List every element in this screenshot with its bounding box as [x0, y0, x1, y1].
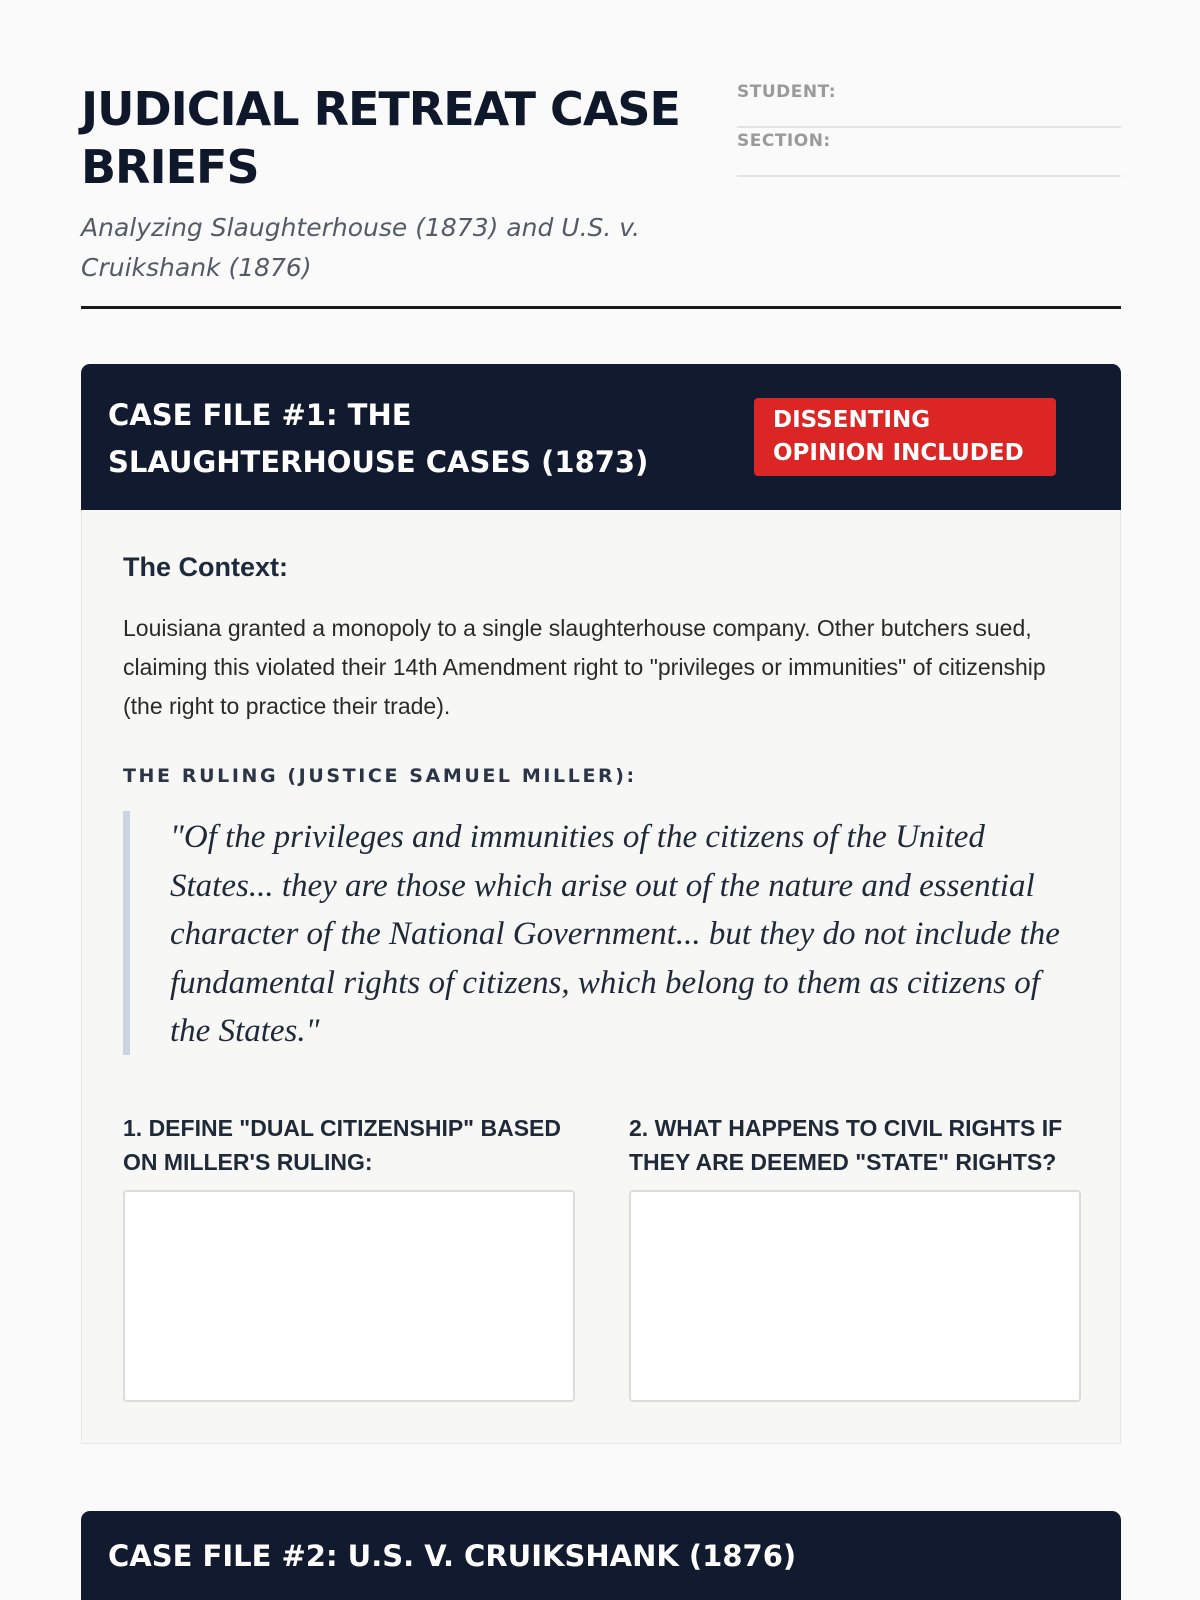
case-file-2-title: CASE FILE #2: U.S. V. CRUIKSHANK (1876) [108, 1539, 797, 1573]
section-field[interactable] [737, 129, 1121, 177]
dissenting-opinion-badge: DISSENTING OPINION INCLUDED [754, 398, 1056, 476]
ruling-quote: "Of the privileges and immunities of the citizens of the United States... they are those which arise out of the nature and essential character of the National Government... but they do not include the fundamental rights of citizens, which belong to them as citizens of the States." [123, 811, 1078, 1055]
question-1-answer-box[interactable] [123, 1190, 575, 1402]
context-text: Louisiana granted a monopoly to a single slaughterhouse company. Other butchers sued, claiming this violated their 14th Amendment right to "privileges or immunities" of citizenship (the right to practice their trade). [123, 615, 1046, 719]
header-divider [81, 306, 1121, 309]
question-1-label: 1. DEFINE "DUAL CITIZENSHIP" BASED ON MILLER'S RULING: [123, 1115, 561, 1175]
student-field-label: STUDENT: [737, 82, 837, 102]
student-field[interactable] [737, 80, 1121, 128]
case-file-2 [81, 1511, 1121, 1600]
question-2-answer-box[interactable] [629, 1190, 1081, 1402]
page-subtitle: Analyzing Slaughterhouse (1873) and U.S. v. Cruikshank (1876) [81, 213, 640, 282]
case-file-1-title: CASE FILE #1: THE SLAUGHTERHOUSE CASES (1873) [108, 398, 649, 479]
worksheet-header [81, 80, 1121, 310]
case-file-1-body [81, 510, 1121, 1444]
student-info-fields [737, 80, 1121, 178]
section-field-label: SECTION: [737, 131, 831, 151]
case-file-2-header [81, 1511, 1121, 1600]
question-2-label: 2. WHAT HAPPENS TO CIVIL RIGHTS IF THEY ARE DEEMED "STATE" RIGHTS? [629, 1115, 1063, 1175]
case-file-1 [81, 364, 1121, 1444]
case-file-1-header [81, 364, 1121, 510]
page-title-line-2: BRIEFS [81, 140, 259, 194]
title-block [81, 80, 731, 288]
context-heading: The Context: [123, 552, 288, 582]
ruling-label: THE RULING (JUSTICE SAMUEL MILLER): [123, 765, 637, 787]
question-1 [123, 1111, 575, 1402]
question-2 [629, 1111, 1081, 1402]
page-title [81, 80, 731, 196]
page-title-line-1: JUDICIAL RETREAT CASE [81, 82, 680, 136]
